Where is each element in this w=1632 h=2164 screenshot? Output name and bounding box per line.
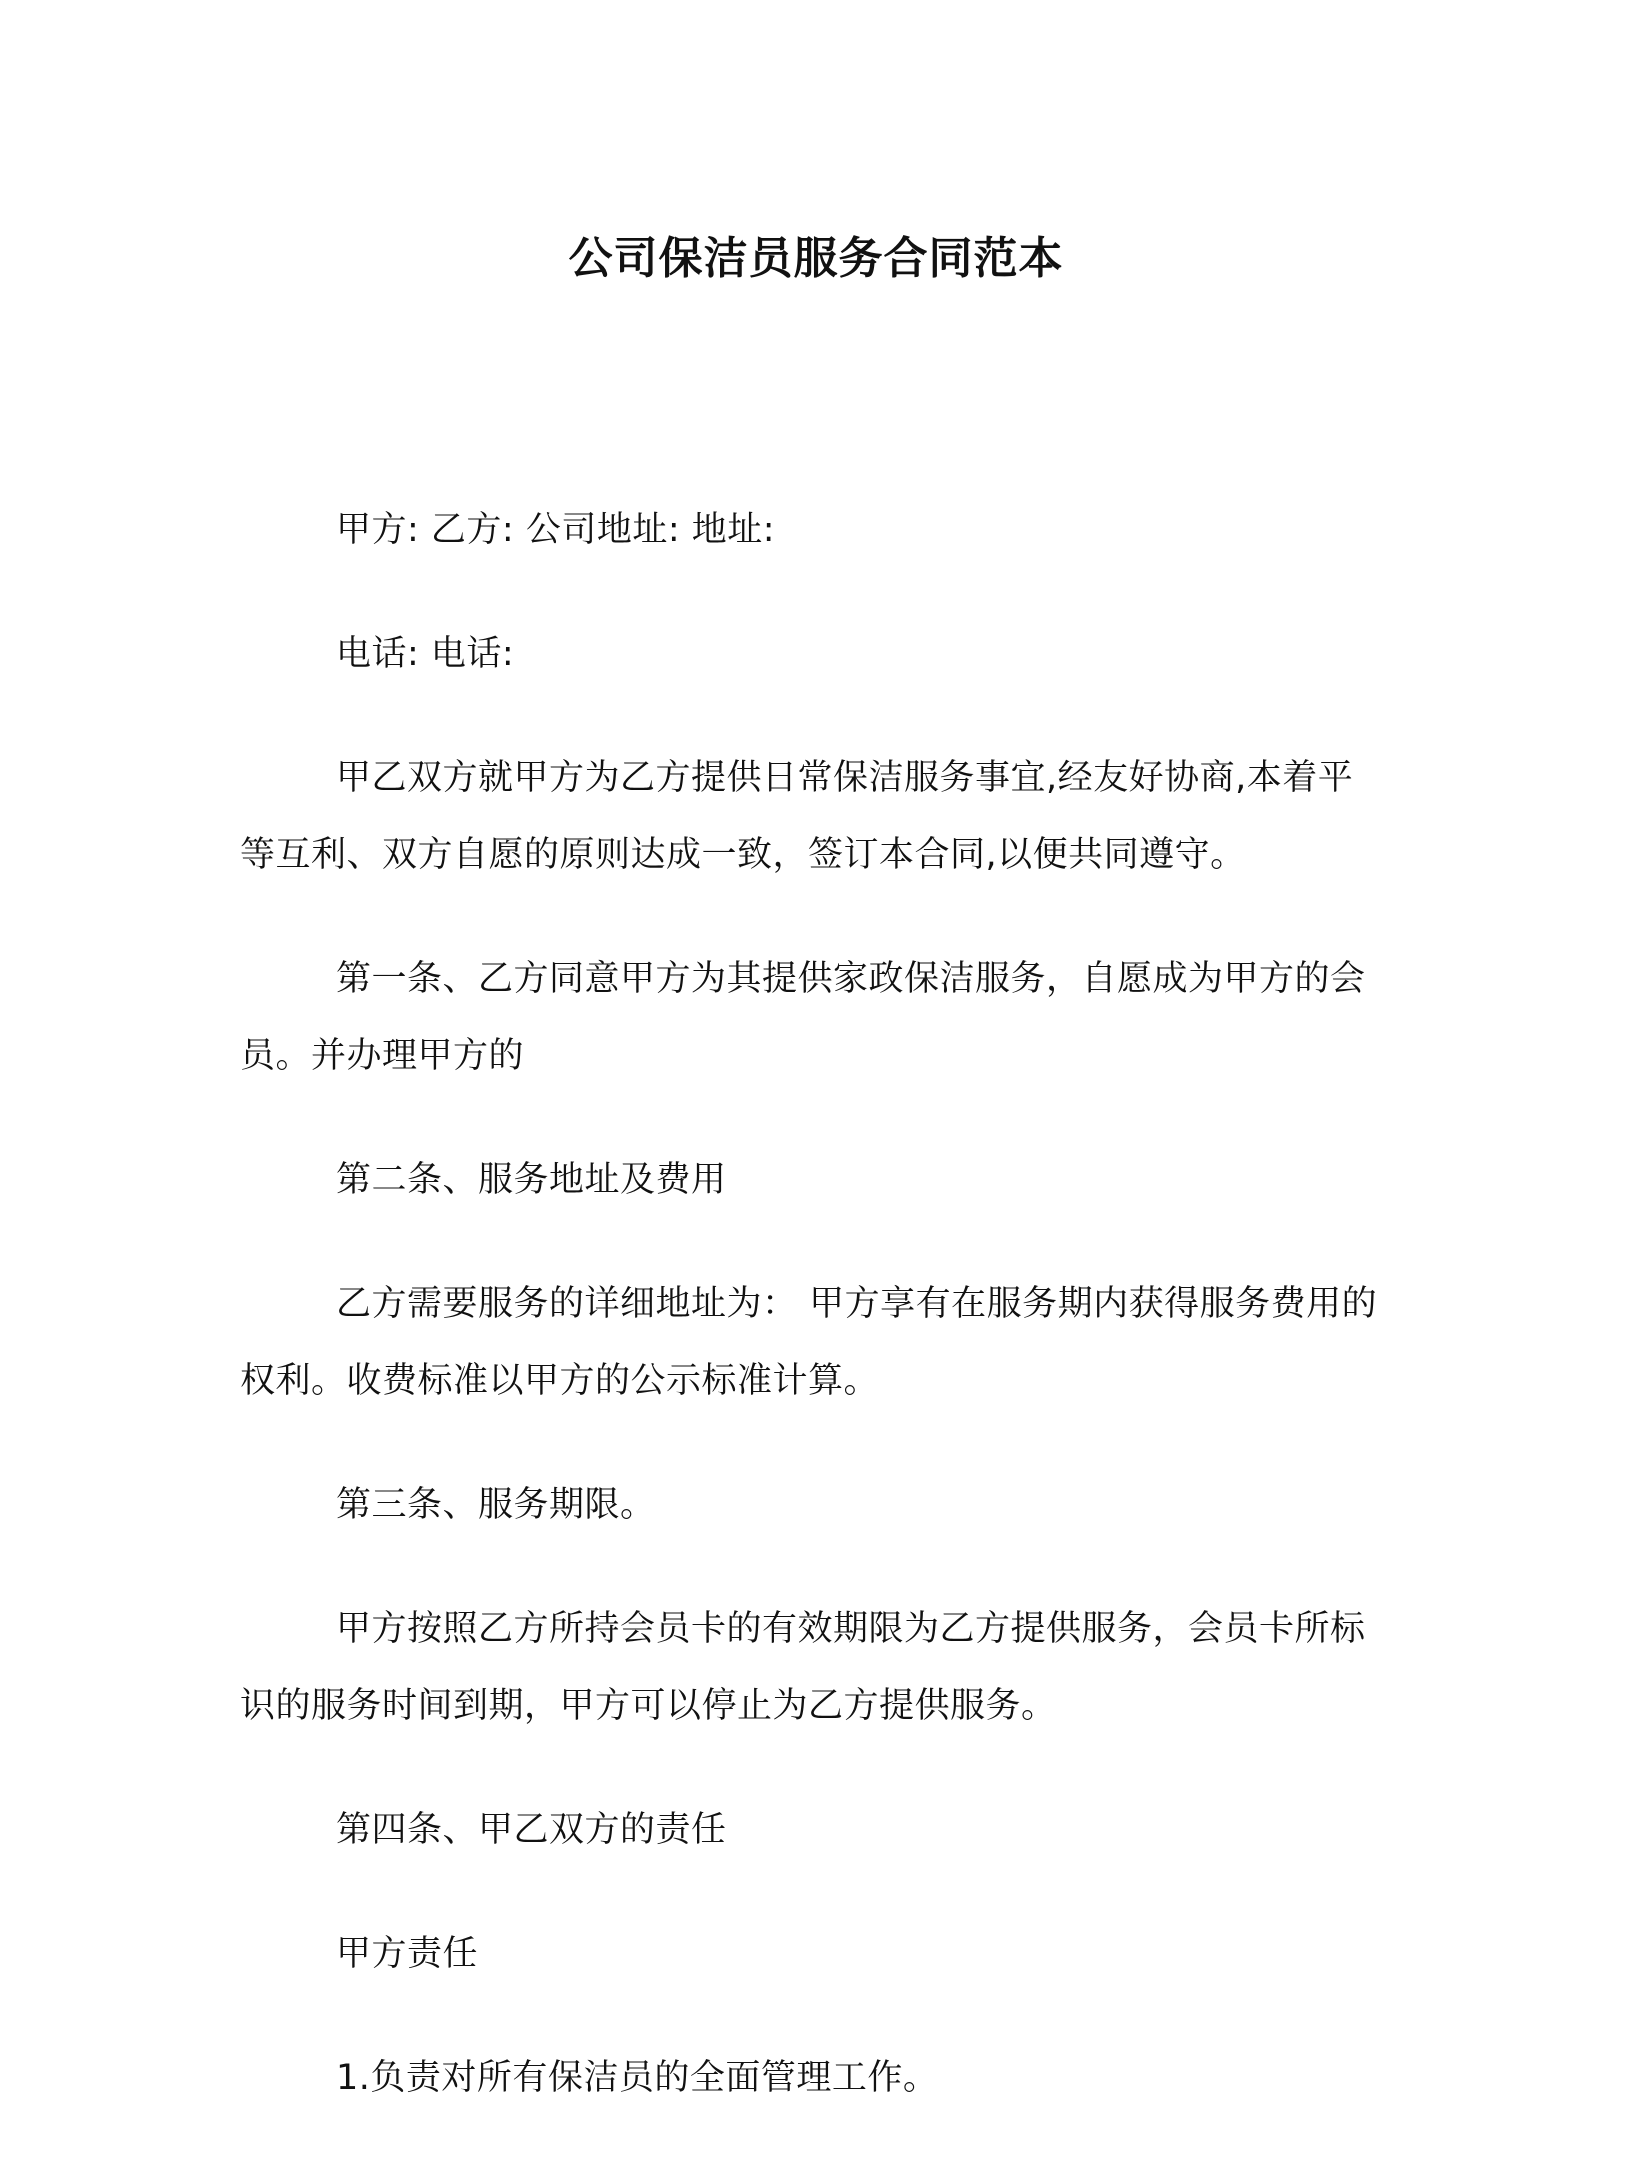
- article-3-heading: 第三条、服务期限。: [336, 1485, 656, 1525]
- party-a-responsibility-item-1: 1.负责对所有保洁员的全面管理工作。: [336, 2058, 939, 2098]
- article-4-heading: 第四条、甲乙双方的责任: [336, 1810, 727, 1850]
- preamble-paragraph: 甲乙双方就甲方为乙方提供日常保洁服务事宜,经友好协商,本着平等互利、双方自愿的原则达成一致，签订本合同,以便共同遵守。: [240, 758, 1354, 875]
- article-2-paragraph: 乙方需要服务的详细地址为： 甲方享有在服务期内获得服务费用的权利。收费标准以甲方的公示标准计算。: [240, 1284, 1378, 1401]
- phone-line: 电话: 电话:: [336, 634, 515, 674]
- party-a-responsibility-heading: 甲方责任: [336, 1934, 479, 1974]
- document-title: 公司保洁员服务合同范本: [568, 233, 1064, 284]
- article-3-paragraph: 甲方按照乙方所持会员卡的有效期限为乙方提供服务，会员卡所标识的服务时间到期，甲方可以停止为乙方提供服务。: [240, 1609, 1366, 1726]
- article-1-paragraph: 第一条、乙方同意甲方为其提供家政保洁服务，自愿成为甲方的会员。并办理甲方的: [240, 959, 1366, 1076]
- parties-line: 甲方: 乙方: 公司地址: 地址:: [336, 510, 776, 550]
- article-2-heading: 第二条、服务地址及费用: [336, 1160, 727, 1200]
- document-body: [240, 492, 1385, 2164]
